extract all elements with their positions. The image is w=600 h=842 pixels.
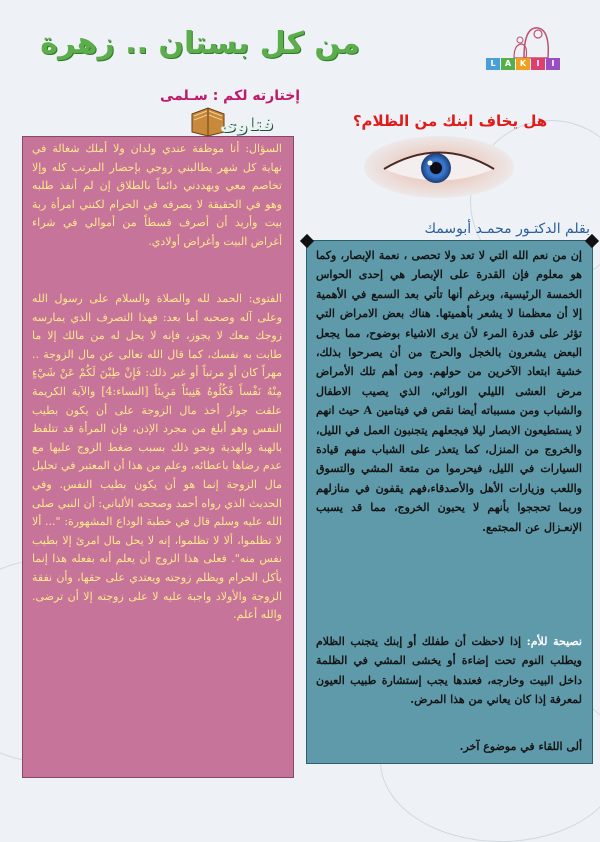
article-author: بقلم الدكتـور محمـد أبوسمك — [424, 221, 590, 237]
logo-letters — [486, 58, 560, 70]
eye-image — [364, 136, 514, 198]
advice-text: إذا لاحظت أن طفلك أو إبنك يتجنب الظلام ويطلب النوم تحت إضاءة أو يخشى المشي في الظلمة داخل البيت وخارجه، فعندها يجب إستشارة طبيب العيون لمعرفة إذا كان يعاني من هذا المرض. — [316, 635, 582, 707]
magazine-logo — [486, 22, 582, 76]
byline: إختارته لكم : سـلمى — [160, 88, 301, 104]
fatawa-label: فتاوى — [220, 114, 274, 135]
logo-letter: I — [531, 58, 545, 70]
closing-line: ألى اللقاء في موضوع آخر. — [459, 740, 582, 753]
page-title: من كل بستان .. زهرة — [40, 26, 360, 61]
logo-letter: A — [501, 58, 515, 70]
logo-letter: L — [486, 58, 500, 70]
article-body: إن من نعم الله التي لا تعد ولا تحصى ، نعمة الإبصار، وكما هو معلوم فإن القدرة على الإبصار هي إحدى الحواس الخمسة الرئيسية، وبرغم أنها تأتي بعد السمع في الأهمية إلا أن معظمنا لا يشعر بأهميتها. هناك بعض الامراض التي تؤثر على قدرة المرء لأن يرى الاشياء بوضوح، مما يجعل البعض يشعرون بالخجل والحرج من أن يصرحوا بذلك، خشية ابتعاد الآخرين من حولهم. ومن أهم تلك الأمراض مرض العشى الليلي الوراثي، الذي يصيب الاطفال والشباب ومن مسبباته أيضا نقص في فيتامين A حيث انهم لا يستطيعون الابصار ليلا فيجعلهم يتجنبون العمل في الليل، والخروج من المنزل، كما يتعذر على الشباب منهم قيادة السيارات في الليل، فيحرموا من متعة المشي والتسوق واللعب وزيارات الأهل والأصدقاء،فهم يقفون في منازلهم وربما تحججوا بأنهم لا يحبون الخروج، مما قد يسبب الإنعـزال عن المجتمع. — [316, 249, 582, 534]
mother-child-logo-icon — [494, 22, 574, 60]
fatawa-answer: الفتوى: الحمد لله والصلاة والسلام على رسول الله وعلى آله وصحبه أما بعد: فهذا التصرف الذي يمارسه زوجك معك لا يجوز، فإنه لا يحل له من مالك إلا ما طابت به نفسك، كما قال الله تعالى عن مال الزوجة .. مهراً كان أو مرتباً أو غير ذلك: فَإِنْ طِبْنَ لَكُمْ عَنْ شَيْءٍ مِنْهُ نَفْساً فَكُلُوهُ هَنِيئاً مَرِيئاً [النساء:4] والآية الكريمة علقت جواز أخذ مال الزوجة على أن يكون بطيب النفس وهو أبلغ من مجرد الإذن، فإن المرأة قد تتلفظ بالهبة والهدية ونحو ذلك بسبب ضغط الزوج عليها مع عدم رضاها باعطائه، وعلم من هذا أن المعتبر في تحليل مال الزوجة إنما هو أن يكون بطيب النفس. وفي الحديث الذي رواه أحمد وصححه الألباني: أن النبي صلى الله عليه وسلم قال في خطبة الوداع المشهورة: "... ألا لا تظلموا، ألا لا تظلموا، إنه لا يحل مال امرئ إلا بطيب نفس منه". فعلى هذا الزوج أن يعلم أنه بفعله هذا إنما يأكل الحرام ويظلم زوجته ويعتدي على حقها، وأن نفقة الزوجة والأولاد واجبة عليه لا على زوجته إلا أن ترضى. والله أعلم. — [32, 292, 282, 622]
advice-label: نصيحة للأم: — [526, 635, 582, 648]
fatawa-question: السؤال: أنا موظفة عندي ولدان ولا أملك شغالة في نهاية كل شهر يطالبني زوجي بإحضار المرتب كله وإلا تخاصم معي ويهددني دائماً بالطلاق إن لم أنفذ طلبه وهو في الحقيقة لا يصرفه في الحرام لكنني امرأة ربة بيت وأريد أن أصرف قسطاً من أموالي في شراء أغراض البيت وأغراض أولادي. — [32, 142, 282, 248]
logo-letter: I — [546, 58, 560, 70]
logo-letter: K — [516, 58, 530, 70]
advice-block — [316, 632, 582, 710]
article-title: هل يخاف ابنك من الظلام؟ — [352, 112, 548, 130]
